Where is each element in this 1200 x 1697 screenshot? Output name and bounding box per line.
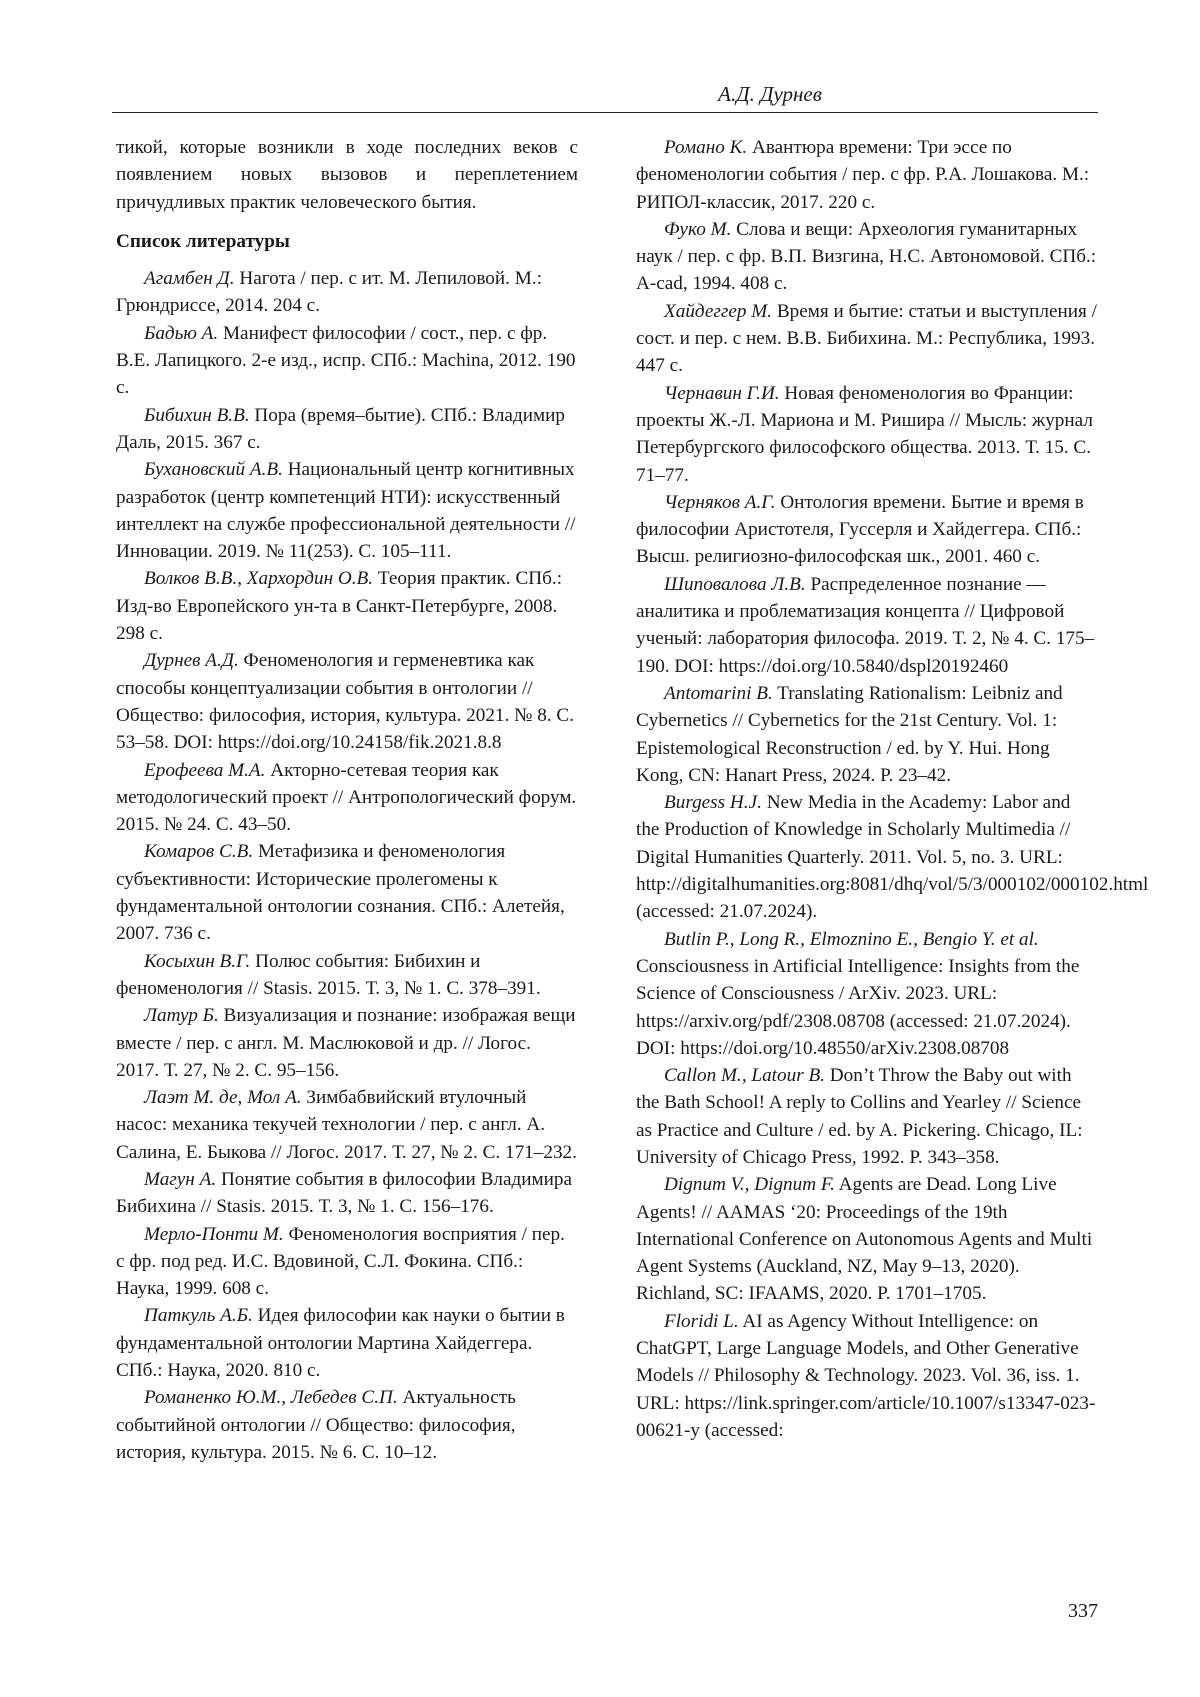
reference-text: Пора (время–бытие). СПб.: Владимир Даль, 2015. 367 с.	[116, 404, 565, 453]
reference-author: Бибихин В.В.	[144, 404, 250, 426]
reference-author: Латур Б.	[144, 1005, 219, 1027]
reference-text: Зимбабвийский втулочный насос: механика текучей технологии / пер. с англ. А. Салина, Е. Быкова // Логос. 2017. Т. 27, № 2. С. 171–232.	[116, 1087, 577, 1163]
reference-entry	[116, 265, 578, 320]
reference-author: Чернавин Г.И.	[664, 382, 780, 404]
reference-text: AI as Agency Without Intelligence: on ChatGPT, Large Language Models, and Other Generative Models // Philosophy & Technology. 2023. Vol. 36, iss. 1. URL: https://link.springer.com/article/10.1007/s13347-023-00621-y (accessed:	[636, 1310, 1096, 1441]
reference-text: Феноменология восприятия / пер. с фр. под ред. И.С. Вдовиной, С.Л. Фокина. СПб.: Наука, 1999. 608 с.	[116, 1223, 565, 1300]
reference-author: Комаров С.В.	[144, 841, 254, 863]
reference-entry	[116, 456, 578, 565]
reference-entry	[636, 216, 1098, 298]
reference-author: Хайдеггер М.	[664, 300, 773, 322]
reference-entry	[116, 838, 578, 947]
reference-text: Распределенное познание — аналитика и проблематизация концепта // Цифровой ученый: лаборатория философа. 2019. Т. 2, № 4. С. 175–190. DOI: https://doi.org/10.5840/dspl20192460	[636, 573, 1095, 677]
reference-author: Burgess H.J.	[664, 792, 762, 814]
reference-text: Понятие события в философии Владимира Бибихина // Stasis. 2015. Т. 3, № 1. С. 156–176.	[116, 1168, 573, 1218]
reference-entry	[636, 789, 1149, 925]
reference-author: Агамбен Д.	[144, 268, 235, 290]
reference-entry	[636, 571, 1098, 680]
reference-text: Манифест философии / сост., пер. с фр. В.Е. Лапицкого. 2-е изд., испр. СПб.: Machina, 2012. 190 с.	[116, 322, 576, 399]
left-column	[116, 134, 578, 1466]
references-heading: Список литературы	[116, 230, 290, 252]
reference-text: Нагота / пер. с ит. М. Лепиловой. М.: Грюндриссе, 2014. 204 с.	[116, 268, 542, 317]
page-number: 337	[1068, 1600, 1098, 1622]
reference-entry	[636, 926, 1098, 1062]
reference-author: Antomarini B.	[664, 682, 773, 704]
reference-text: Полюс события: Бибихин и феноменология // Stasis. 2015. Т. 3, № 1. С. 378–391.	[116, 950, 541, 999]
reference-entry	[116, 1221, 578, 1303]
reference-entry	[116, 1384, 578, 1466]
reference-author: Паткуль А.Б.	[144, 1305, 253, 1327]
reference-entry	[636, 298, 1098, 380]
reference-author: Dignum V., Dignum F.	[664, 1174, 835, 1196]
reference-author: Волков В.В., Хархордин О.В.	[144, 568, 374, 590]
reference-text: Визуализация и познание: изображая вещи вместе / пер. с англ. М. Маслюковой и др. // Логос. 2017. Т. 27, № 2. С. 95–156.	[116, 1005, 576, 1081]
reference-author: Бухановский А.В.	[144, 459, 283, 481]
references-list-left	[116, 265, 578, 1466]
reference-author: Ерофеева М.А.	[144, 759, 266, 781]
intro-paragraph: тикой, которые возникли в ходе последних веков с появлением новых вызовов и переплетением причудливых практик человеческого бытия.	[116, 137, 578, 213]
reference-author: Фуко М.	[664, 218, 732, 240]
reference-entry	[116, 1166, 578, 1221]
right-column	[636, 134, 1149, 1444]
reference-entry	[636, 680, 1098, 789]
reference-text: Don’t Throw the Baby out with the Bath School! A reply to Collins and Yearley // Science as Practice and Culture / ed. by A. Pickering. Chicago, IL: University of Chicago Press, 1992. P. 343–358.	[636, 1065, 1083, 1168]
reference-entry	[116, 948, 578, 1003]
reference-entry	[636, 1171, 1098, 1307]
reference-author: Butlin P., Long R., Elmoznino E., Bengio Y. et al.	[664, 928, 1039, 950]
reference-author: Шиповалова Л.В.	[664, 573, 806, 595]
reference-text: Актуальность событийной онтологии // Общество: философия, история, культура. 2015. № 6. С. 10–12.	[116, 1387, 516, 1463]
reference-text: Акторно-сетевая теория как методологический проект // Антропологический форум. 2015. № 24. С. 43–50.	[116, 759, 577, 836]
reference-text: Новая феноменология во Франции: проекты Ж.-Л. Мариона и М. Ришира // Мысль: журнал Петербургского философского общества. 2013. Т. 15. С. 71–77.	[636, 382, 1093, 486]
reference-text: Теория практик. СПб.: Изд-во Европейского ун-та в Санкт-Петербурге, 2008. 298 с.	[116, 568, 563, 645]
reference-text: Онтология времени. Бытие и время в философии Аристотеля, Гуссерля и Хайдеггера. СПб.: Высш. религиозно-философская шк., 2001. 460 с.	[636, 491, 1084, 568]
reference-author: Черняков А.Г.	[664, 491, 776, 513]
reference-author: Романо К.	[664, 137, 748, 158]
reference-text: Consciousness in Artificial Intelligence: Insights from the Science of Consciousness / ArXiv. 2023. URL: https://arxiv.org/pdf/2308.08708 (accessed: 21.07.2024). DOI: https://doi.org/10.48550/arXiv.2308.08708	[636, 955, 1080, 1059]
reference-text: Agents are Dead. Long Live Agents! // AAMAS ‘20: Proceedings of the 19th International Conference on Autonomous Agents and Multi Agent Systems (Auckland, NZ, May 9–13, 2020). Richland, SC: IFAAMS, 2020. P. 1701–1705.	[636, 1174, 1093, 1305]
reference-text: Время и бытие: статьи и выступления / сост. и пер. с нем. В.В. Бибихина. М.: Республика, 1993. 447 с.	[636, 300, 1097, 377]
reference-author: Лаэт М. де, Мол А.	[144, 1087, 302, 1109]
reference-entry	[116, 757, 578, 839]
running-header	[112, 78, 1098, 113]
reference-author: Мерло-Понти М.	[144, 1223, 284, 1245]
reference-entry	[116, 565, 578, 647]
reference-entry	[636, 380, 1098, 489]
reference-text: Метафизика и феноменология субъективности: Исторические пролегомены к фундаментальной онтологии сознания. СПб.: Алетейя, 2007. 736 с.	[116, 841, 565, 945]
reference-text: Слова и вещи: Археология гуманитарных наук / пер. с фр. В.П. Визгина, Н.С. Автономовой. СПб.: A-cad, 1994. 408 с.	[636, 218, 1097, 295]
reference-text: Авантюра времени: Три эссе по феноменологии события / пер. с фр. Р.А. Лошакова. М.: РИПОЛ-классик, 2017. 220 с.	[636, 137, 1090, 213]
reference-text: Идея философии как науки о бытии в фундаментальной онтологии Мартина Хайдеггера. СПб.: Наука, 2020. 810 с.	[116, 1305, 565, 1382]
reference-entry	[116, 1084, 578, 1166]
reference-author: Дурнев А.Д.	[144, 650, 239, 672]
reference-text: New Media in the Academy: Labor and the Production of Knowledge in Scholarly Multimedia // Digital Humanities Quarterly. 2011. Vol. 5, no. 3. URL: http://digitalhumanities.org:8081/dhq/vol/5/3/000102/000102.html (accessed: 21.07.2024).	[636, 792, 1149, 923]
reference-entry	[116, 1002, 578, 1084]
reference-entry	[636, 134, 1098, 216]
reference-author: Магун А.	[144, 1168, 217, 1190]
references-list-right	[636, 134, 1149, 1444]
reference-text: Национальный центр когнитивных разработок (центр компетенций НТИ): искусственный интеллект на службе профессиональной деятельности // Инновации. 2019. № 11(253). С. 105–111.	[116, 459, 576, 563]
reference-entry	[116, 320, 578, 402]
reference-author: Романенко Ю.М., Лебедев С.П.	[144, 1387, 398, 1409]
reference-author: Бадью А.	[144, 322, 219, 344]
reference-text: Translating Rationalism: Leibniz and Cybernetics // Cybernetics for the 21st Century. Vol. 1: Epistemological Reconstruction / ed. by Y. Hui. Hong Kong, CN: Hanart Press, 2024. P. 23–42.	[636, 682, 1063, 786]
reference-entry	[636, 1062, 1098, 1171]
reference-author: Callon M., Latour B.	[664, 1065, 825, 1087]
reference-text: Феноменология и герменевтика как способы концептуализации события в онтологии // Общество: философия, история, культура. 2021. № 8. С. 53–58. DOI: https://doi.org/10.24158/fik.2021.8.8	[116, 650, 574, 754]
reference-entry	[116, 402, 578, 457]
reference-author: Косыхин В.Г.	[144, 950, 251, 972]
reference-entry	[636, 489, 1098, 571]
reference-entry	[636, 1308, 1098, 1444]
reference-entry	[116, 1302, 578, 1384]
running-title: А.Д. Дурнев	[718, 82, 822, 106]
reference-author: Floridi L.	[664, 1310, 739, 1332]
reference-entry	[116, 647, 578, 756]
